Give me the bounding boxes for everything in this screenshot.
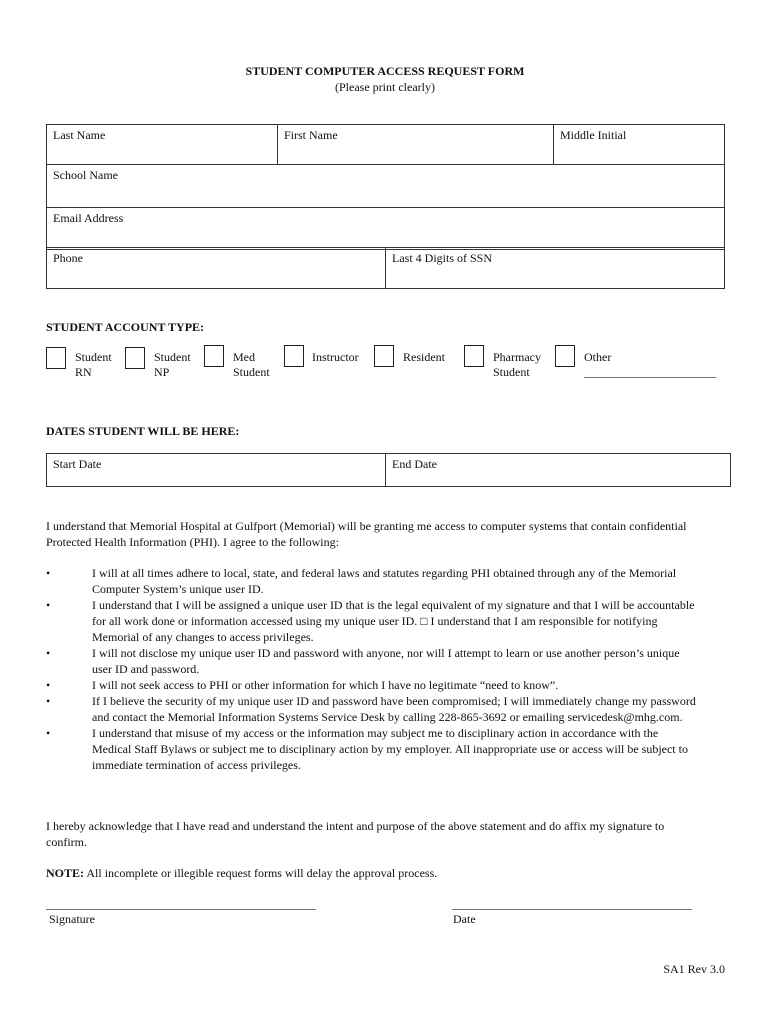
personal-info-table (46, 124, 725, 250)
agreement-term (46, 597, 736, 645)
term-line: I will not seek access to PHI or other information for which I have no legitimate “need to know”. (92, 678, 559, 692)
term-line: I will not disclose my unique user ID and password with anyone, nor will I attempt to learn or use another person’s unique (92, 646, 680, 660)
option-pharmacy-student (493, 350, 541, 380)
option-label-line1: Student (75, 350, 112, 364)
term-line: immediate termination of access privileges. (92, 758, 301, 772)
last-name-label: Last Name (53, 128, 106, 142)
date-line[interactable]: ________________________________________ (452, 897, 692, 911)
form-subtitle: (Please print clearly) (335, 80, 435, 94)
pharmacy-student-checkbox[interactable] (464, 345, 484, 367)
school-name-label: School Name (53, 168, 118, 182)
first-name-field[interactable] (278, 125, 554, 165)
option-med-student (233, 350, 270, 380)
bullet-icon: • (46, 726, 51, 740)
start-date-field[interactable] (47, 454, 386, 487)
option-student-rn (75, 350, 112, 380)
revision-label: SA1 Rev 3.0 (663, 962, 725, 976)
bullet-icon: • (46, 646, 51, 660)
ssn-field[interactable] (386, 248, 725, 289)
agreement-term (46, 645, 736, 677)
note-body: All incomplete or illegible request forms will delay the approval process. (84, 866, 438, 880)
email-address-label: Email Address (53, 211, 124, 225)
form-title: STUDENT COMPUTER ACCESS REQUEST FORM (245, 64, 525, 78)
phone-field[interactable] (47, 248, 386, 289)
med-student-checkbox[interactable] (204, 345, 224, 367)
option-other (584, 350, 716, 380)
student-np-checkbox[interactable] (125, 347, 145, 369)
account-type-heading: STUDENT ACCOUNT TYPE: (46, 320, 205, 334)
phone-label: Phone (53, 251, 83, 265)
dates-table (46, 453, 731, 487)
phone-ssn-table (46, 247, 725, 289)
option-label-line2: RN (75, 365, 92, 379)
option-label-line2: Student (493, 365, 530, 379)
agreement-term (46, 725, 736, 773)
option-label-line1: Instructor (312, 350, 359, 364)
term-line: If I believe the security of my unique user ID and password have been compromised; I will immediately change my password (92, 694, 696, 708)
agreement-term (46, 565, 736, 597)
option-label-line2: NP (154, 365, 170, 379)
agreement-term (46, 693, 736, 725)
term-line: for all work done or information accessed using my unique user ID. □ I understand that I am responsible for notifying (92, 614, 658, 628)
term-line: I understand that I will be assigned a unique user ID that is the legal equivalent of my signature and that I will be accountable (92, 598, 695, 612)
option-label-line1: Med (233, 350, 255, 364)
student-rn-checkbox[interactable] (46, 347, 66, 369)
other-specify-line[interactable]: ______________________ (584, 365, 716, 379)
signature-line[interactable]: _____________________________________________ (46, 897, 316, 911)
first-name-label: First Name (284, 128, 338, 142)
agreement-intro (46, 518, 736, 550)
option-label-line1: Resident (403, 350, 445, 364)
option-label-line1: Pharmacy (493, 350, 541, 364)
option-label-line1: Student (154, 350, 191, 364)
term-line: I will at all times adhere to local, state, and federal laws and statutes regarding PHI obtained through any of the Memorial (92, 566, 677, 580)
bullet-icon: • (46, 598, 51, 612)
acknowledge-line-1: I hereby acknowledge that I have read and understand the intent and purpose of the above statement and do affix my signature to (46, 819, 665, 833)
term-line: and contact the Memorial Information Systems Service Desk by calling 228-865-3692 or emailing servicedesk@mhg.com. (92, 710, 683, 724)
bullet-icon: • (46, 694, 51, 708)
dates-heading: DATES STUDENT WILL BE HERE: (46, 424, 240, 438)
term-line: I understand that misuse of my access or the information may subject me to disciplinary action in accordance with the (92, 726, 659, 740)
note-label: NOTE: (46, 866, 85, 880)
email-address-field[interactable] (47, 208, 725, 250)
end-date-label: End Date (392, 457, 437, 471)
signature-label: Signature (49, 912, 95, 926)
date-label: Date (453, 912, 476, 926)
acknowledge-line-2: confirm. (46, 835, 87, 849)
school-name-field[interactable] (47, 165, 725, 208)
option-label-line2: Student (233, 365, 270, 379)
bullet-icon: • (46, 678, 51, 692)
middle-initial-field[interactable] (554, 125, 725, 165)
agreement-terms-list (46, 565, 736, 773)
term-line: Memorial of any changes to access privileges. (92, 630, 314, 644)
agreement-term (46, 677, 736, 693)
intro-line-1: I understand that Memorial Hospital at Gulfport (Memorial) will be granting me access to computer systems that contain confidential (46, 519, 687, 533)
note-text (46, 865, 736, 881)
instructor-checkbox[interactable] (284, 345, 304, 367)
acknowledgement-text (46, 818, 736, 850)
term-line: user ID and password. (92, 662, 200, 676)
option-student-np (154, 350, 191, 380)
other-checkbox[interactable] (555, 345, 575, 367)
resident-checkbox[interactable] (374, 345, 394, 367)
end-date-field[interactable] (386, 454, 731, 487)
option-instructor (312, 350, 359, 365)
ssn-label: Last 4 Digits of SSN (392, 251, 493, 265)
option-label-line1: Other (584, 350, 612, 364)
option-resident (403, 350, 445, 365)
intro-line-2: Protected Health Information (PHI). I agree to the following: (46, 535, 339, 549)
last-name-field[interactable] (47, 125, 278, 165)
term-line: Medical Staff Bylaws or subject me to disciplinary action by my employer. All inappropriate use or access will be subject to (92, 742, 688, 756)
start-date-label: Start Date (53, 457, 102, 471)
bullet-icon: • (46, 566, 51, 580)
middle-initial-label: Middle Initial (560, 128, 627, 142)
term-line: Computer System’s unique user ID. (92, 582, 264, 596)
